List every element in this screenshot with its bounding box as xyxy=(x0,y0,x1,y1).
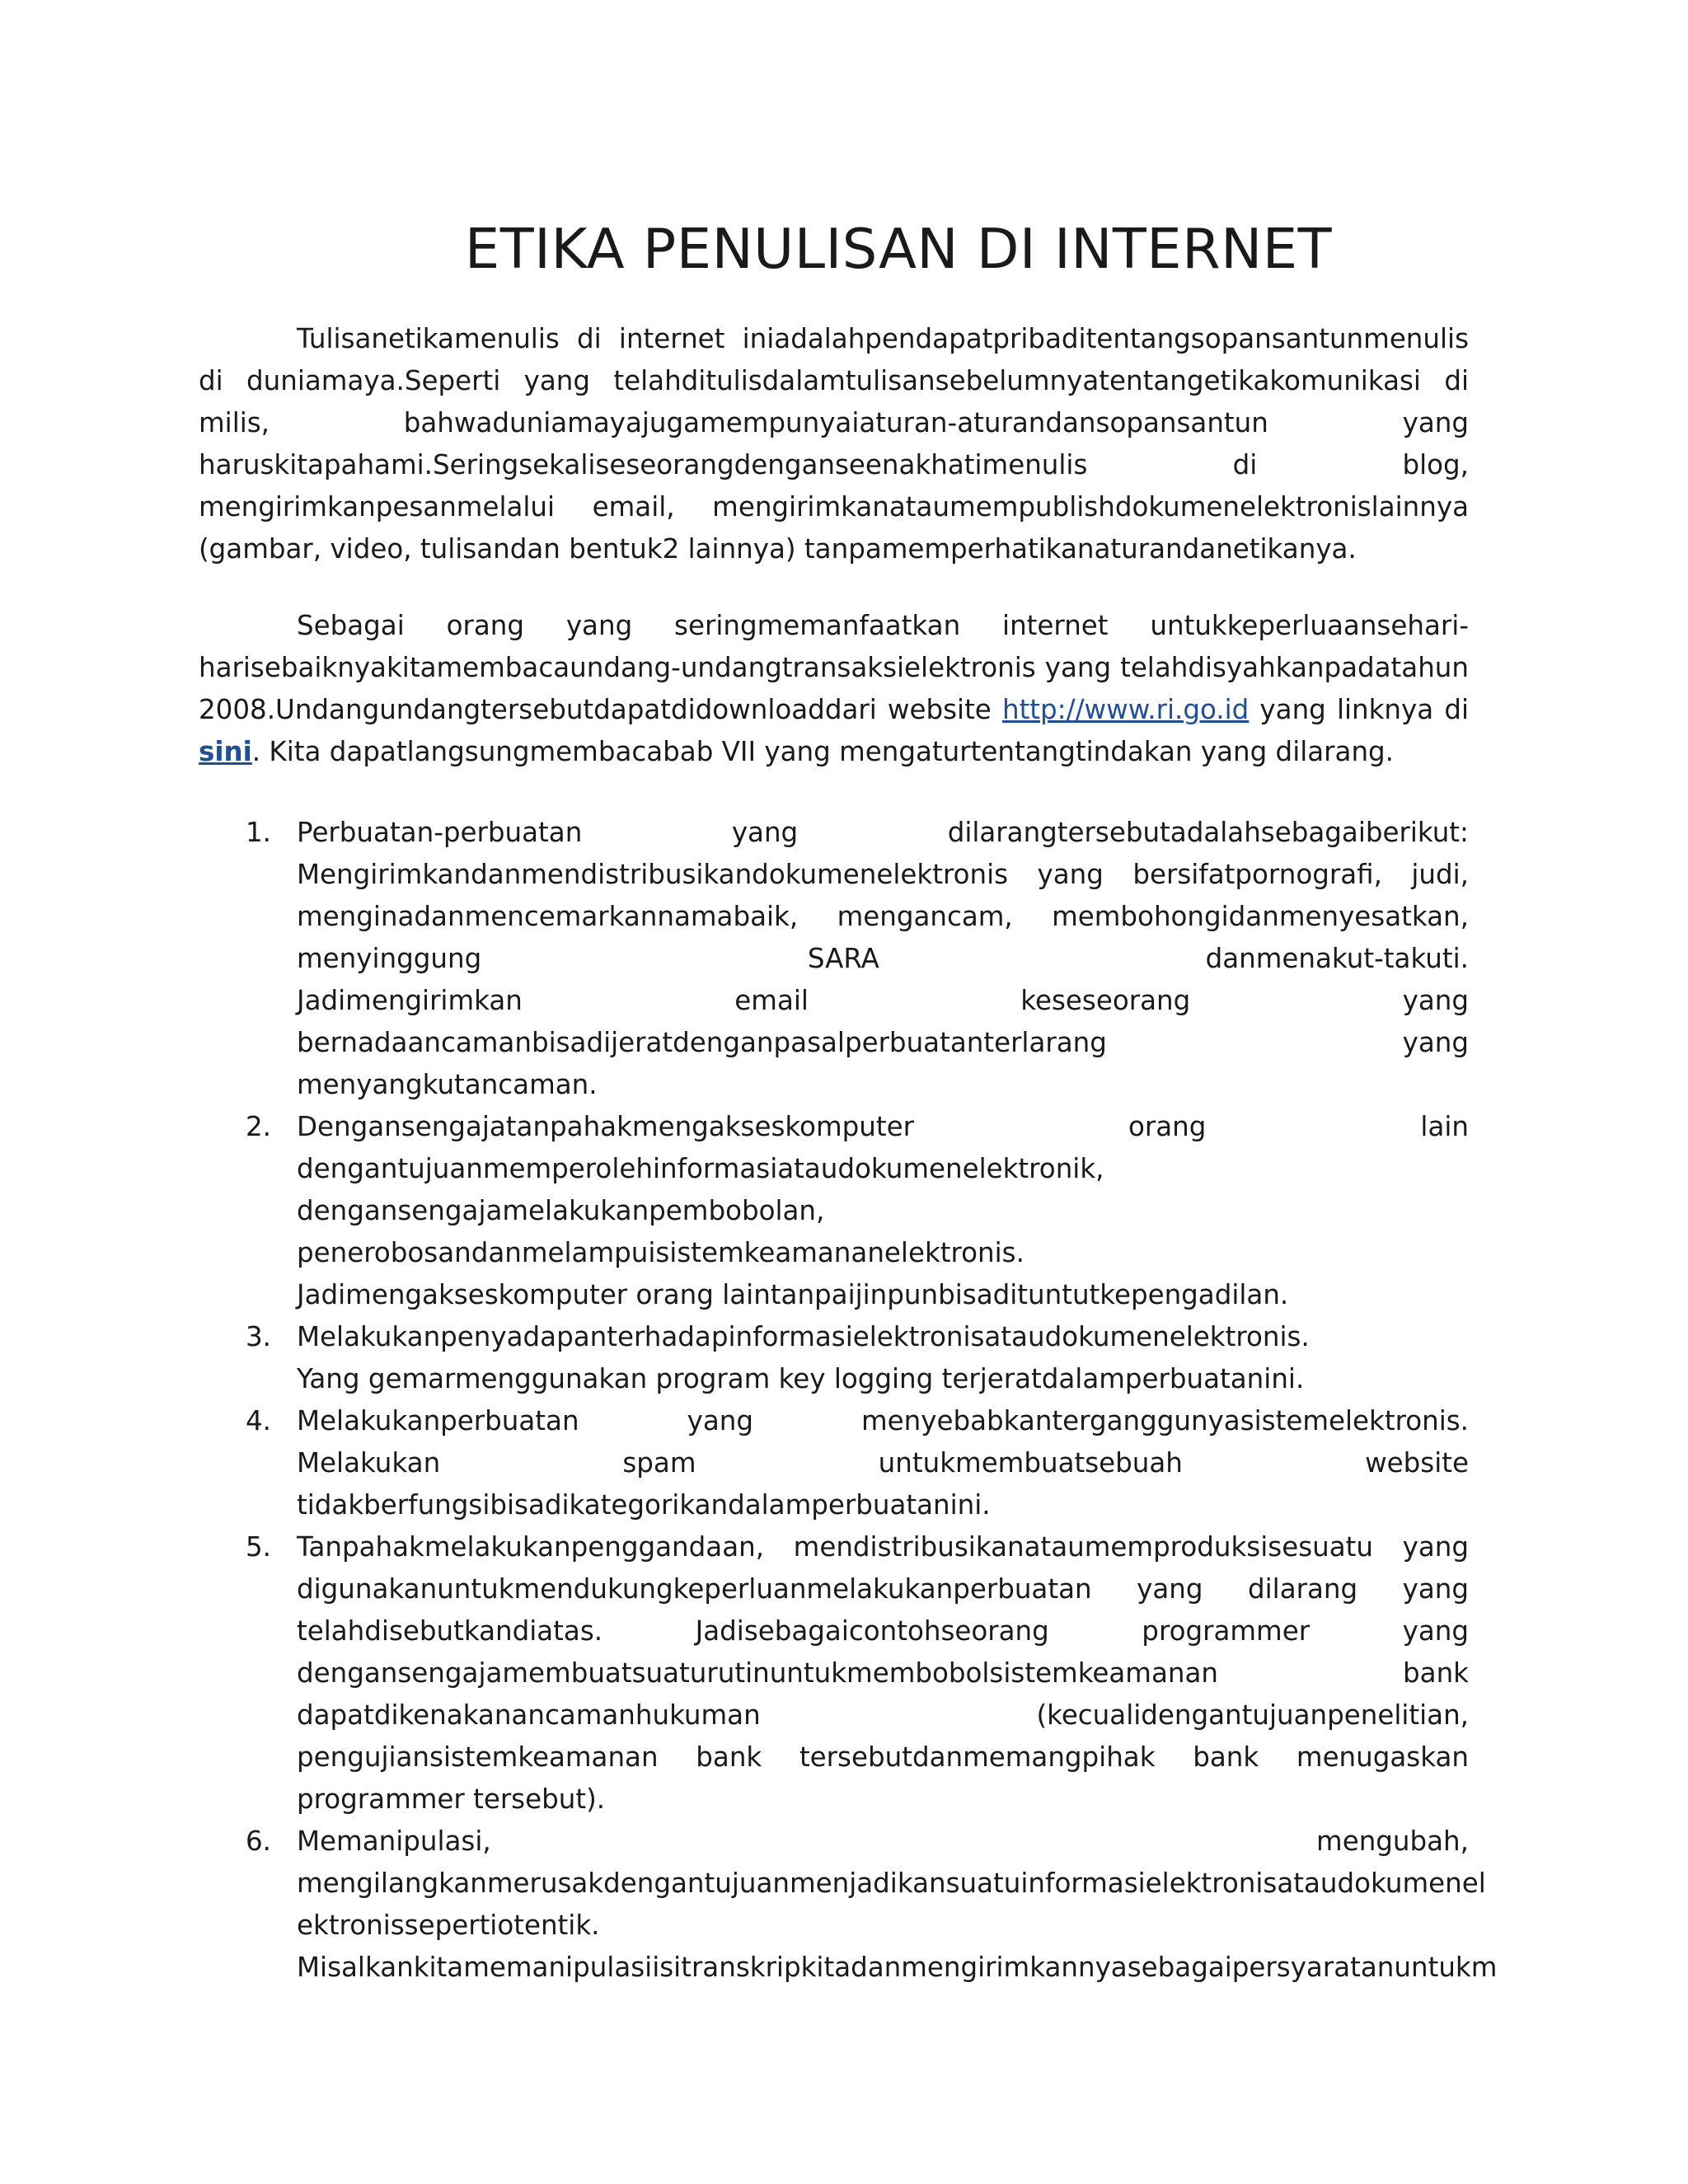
list-line: menginadanmencemarkannamabaik, mengancam, membohongidanmenyesatkan, xyxy=(297,901,1469,932)
list-number: 4. xyxy=(246,1405,272,1436)
sini-link[interactable]: sini xyxy=(199,736,252,767)
list-line: programmer tersebut). xyxy=(297,1783,606,1815)
list-number: 5. xyxy=(246,1531,272,1563)
list-number: 3. xyxy=(246,1321,272,1352)
list-line: dengantujuanmemperolehinformasiataudokumenelektronik, xyxy=(297,1153,1104,1184)
list-item xyxy=(199,1821,1498,1989)
list-line: dapatdikenakanancamanhukuman (kecualidengantujuanpenelitian, xyxy=(297,1699,1469,1731)
list-line: Tanpahakmelakukanpenggandaan, mendistribusikanataumemproduksisesuatu yang xyxy=(297,1531,1469,1563)
list-line: Melakukan spam untukmembuatsebuah website xyxy=(297,1447,1469,1479)
list-line: mengilangkanmerusakdengantujuanmenjadikansuatuinformasielektronisataudokumenel xyxy=(297,1868,1486,1899)
list-number: 1. xyxy=(246,817,272,848)
prohibited-acts-list xyxy=(199,812,1498,1989)
intro-paragraph xyxy=(199,318,1469,570)
list-line: Jadimengakseskomputer orang laintanpaijinpunbisadituntutkepengadilan. xyxy=(297,1279,1289,1310)
list-line: ektronissepertiotentik. xyxy=(297,1910,600,1941)
list-line: Memanipulasi, mengubah, xyxy=(297,1825,1469,1857)
list-line: dengansengajamelakukanpembobolan, xyxy=(297,1195,825,1226)
list-item xyxy=(199,1400,1469,1526)
list-item xyxy=(199,812,1469,1106)
list-item xyxy=(199,1106,1469,1316)
list-line: Melakukanperbuatan yang menyebabkanterganggunyasistemelektronis. xyxy=(297,1405,1469,1436)
law-paragraph-text-between: yang linknya di xyxy=(1249,694,1469,725)
list-line: pengujiansistemkeamanan bank tersebutdanmemangpihak bank menugaskan xyxy=(297,1741,1469,1773)
intro-paragraph-text: Tulisanetikamenulis di internet iniadalahpendapatpribaditentangsopansantunmenulis di duniamaya.Seperti yang telahditulisdalamtulisansebelumnyatentangetikakomunikasi di milis, bahwaduniamayajugamempunyaiaturan-aturandansopansantun yang haruskitapahami.Seringsekaliseseorangdenganseenakhatimenulis di blog, mengirimkanpesanmelalui email, mengirimkanataumempublishdokumenelektronislainnya (gambar, video, tulisandan bentuk2 lainnya) tanpamemperhatikanaturandanetikanya. xyxy=(199,323,1469,565)
list-line: menyinggung SARA danmenakut-takuti. xyxy=(297,943,1469,974)
list-line: Misalkankitamemanipulasiisitranskripkitadanmengirimkannyasebagaipersyaratanuntukm xyxy=(297,1952,1498,1983)
list-line: bernadaancamanbisadijeratdenganpasalperbuatanterlarang yang menyangkutancaman. xyxy=(297,1027,1469,1100)
list-line: tidakberfungsibisadikategorikandalamperbuatanini. xyxy=(297,1489,991,1521)
page-title: ETIKA PENULISAN DI INTERNET xyxy=(464,217,1333,281)
law-paragraph xyxy=(199,605,1469,773)
list-item xyxy=(199,1526,1469,1821)
list-number: 6. xyxy=(246,1825,272,1857)
law-paragraph-text-before: Sebagai orang yang seringmemanfaatkan internet untukkeperluaansehari-harisebaiknyakitamembacaundang-undangtransaksielektronis yang telahdisyahkanpadatahun 2008.Undangundangtersebutdapatdidownloaddari website xyxy=(199,610,1469,725)
list-line: penerobosandanmelampuisistemkeamananelektronis. xyxy=(297,1237,1025,1268)
list-line: Jadimengirimkan email keseseorang yang xyxy=(297,985,1469,1016)
law-paragraph-text-after: . Kita dapatlangsungmembacabab VII yang mengaturtentangtindakan yang dilarang. xyxy=(251,736,1394,767)
list-number: 2. xyxy=(246,1111,272,1142)
list-line: Perbuatan-perbuatan yang dilarangtersebutadalahsebagaiberikut: xyxy=(297,817,1469,848)
list-item xyxy=(199,1316,1469,1400)
list-line: Yang gemarmenggunakan program key logging terjeratdalamperbuatanini. xyxy=(297,1363,1305,1394)
list-line: telahdisebutkandiatas. Jadisebagaicontohseorang programmer yang xyxy=(297,1615,1469,1647)
list-line: Mengirimkandanmendistribusikandokumenelektronis yang bersifatpornografi, judi, xyxy=(297,859,1469,890)
list-line: dengansengajamembuatsuaturutinuntukmembobolsistemkeamanan bank xyxy=(297,1657,1469,1689)
list-line: Dengansengajatanpahakmengakseskomputer orang lain xyxy=(297,1111,1469,1142)
ri-go-id-link[interactable]: http://www.ri.go.id xyxy=(1001,694,1250,725)
list-line: Melakukanpenyadapanterhadapinformasielektronisataudokumenelektronis. xyxy=(297,1321,1310,1352)
list-line: digunakanuntukmendukungkeperluanmelakukanperbuatan yang dilarang yang xyxy=(297,1573,1469,1605)
